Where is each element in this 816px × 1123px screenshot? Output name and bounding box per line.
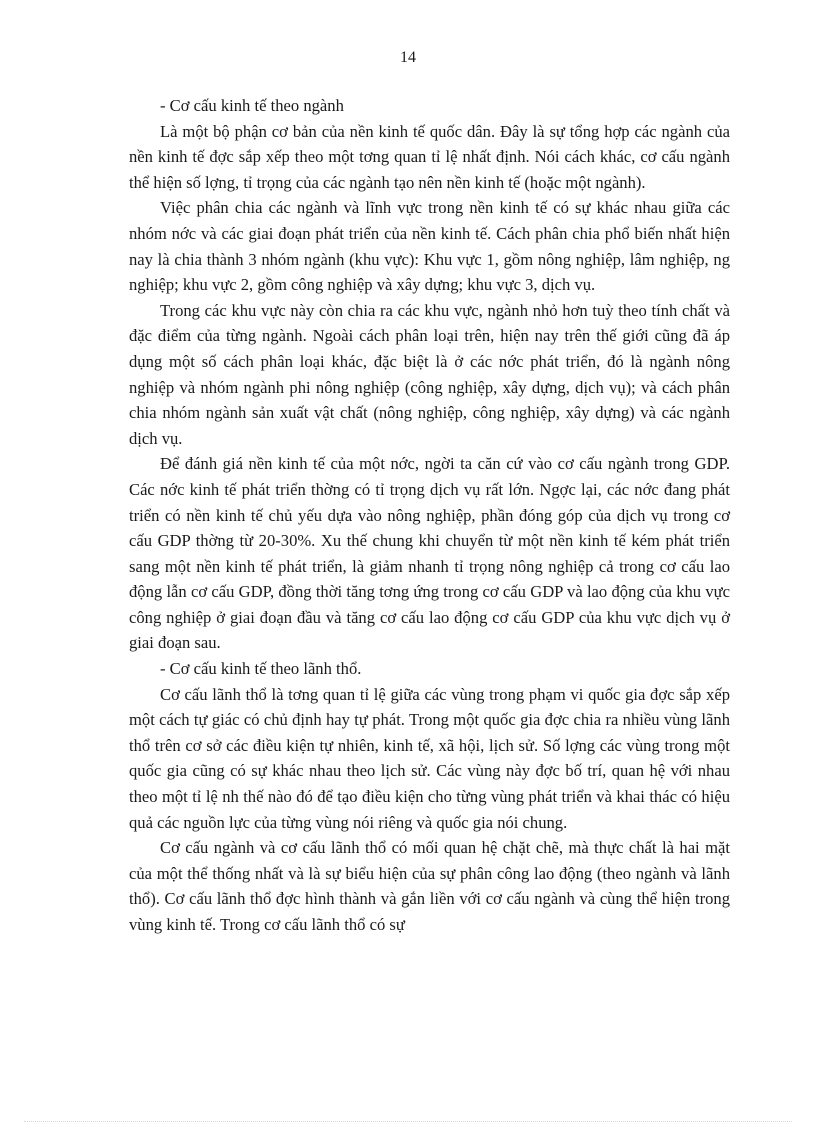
paragraph-territorial-definition: Cơ cấu lãnh thổ là tơng quan tỉ lệ giữa các vùng trong phạm vi quốc gia đợc sắp xếp một cách tự giác có chủ định hay tự phát. Trong một quốc gia đợc chia ra nhiều vùng lãnh thổ trên cơ sở các điều kiện tự nhiên, kinh tế, xã hội, lịch sử. Số lợng các vùng trong một quốc gia cũng có sự khác nhau theo lịch sử. Các vùng này đợc bố trí, quan hệ với nhau theo một tỉ lệ nh thế nào đó để tạo điều kiện cho từng vùng phát triển và khai thác có hiệu quả các nguồn lực của từng vùng nói riêng và quốc gia nói chung.: [129, 684, 730, 832]
page-number: 14: [400, 49, 416, 66]
paragraph-gdp-assessment: Để đánh giá nền kinh tế của một nớc, ngời ta căn cứ vào cơ cấu ngành trong GDP. Các nớc kinh tế phát triển thờng có tỉ trọng dịch vụ rất lớn. Ngợc lại, các nớc đang phát triển có nền kinh tế chủ yếu dựa vào nông nghiệp, phần đóng góp của dịch vụ trong cơ cấu GDP thờng từ 20-30%. Xu thế chung khi chuyển từ một nền kinh tế kém phát triển sang một nền kinh tế phát triển, là giảm nhanh tỉ trọng nông nghiệp cả trong cơ cấu lao động lẫn cơ cấu GDP, đồng thời tăng tơng ứng trong cơ cấu GDP và lao động của khu vực công nghiệp ở giai đoạn đầu và tăng cơ cấu lao động cơ cấu GDP của khu vực dịch vụ ở giai đoạn sau.: [129, 454, 730, 653]
section-heading-territorial-structure: - Cơ cấu kinh tế theo lãnh thổ.: [160, 659, 362, 679]
page-bottom-border: [24, 1121, 792, 1122]
paragraph-classification: Việc phân chia các ngành và lĩnh vực trong nền kinh tế có sự khác nhau giữa các nhóm nớc và các giai đoạn phát triển của nền kinh tế. Cách phân chia phổ biến nhất hiện nay là chia thành 3 nhóm ngành (khu vực): Khu vực 1, gồm nông nghiệp, lâm nghiệp, ng nghiệp; khu vực 2, gồm công nghiệp và xây dựng; khu vực 3, dịch vụ.: [129, 198, 730, 295]
paragraph-subdivision: Trong các khu vực này còn chia ra các khu vực, ngành nhỏ hơn tuỳ theo tính chất và đặc điểm của từng ngành. Ngoài cách phân loại trên, hiện nay trên thế giới cũng đã áp dụng một số cách phân loại khác, đặc biệt là ở các nớc phát triển, đó là ngành nông nghiệp và nhóm ngành phi nông nghiệp (công nghiệp, xây dựng, dịch vụ); và cách phân chia nhóm ngành sản xuất vật chất (nông nghiệp, công nghiệp, xây dựng) và các ngành dịch vụ.: [129, 300, 730, 448]
page-body: [129, 93, 730, 938]
paragraph-definition: Là một bộ phận cơ bản của nền kinh tế quốc dân. Đây là sự tổng hợp các ngành của nền kinh tế đợc sắp xếp theo một tơng quan tỉ lệ nhất định. Nói cách khác, cơ cấu ngành thể hiện số lợng, tỉ trọng của các ngành tạo nên nền kinh tế (hoặc một ngành).: [129, 121, 730, 192]
section-heading-sector-structure: - Cơ cấu kinh tế theo ngành: [160, 96, 344, 115]
paragraph-relationship: Cơ cấu ngành và cơ cấu lãnh thổ có mối quan hệ chặt chẽ, mà thực chất là hai mặt của một thể thống nhất và là sự biểu hiện của sự phân công lao động (theo ngành và lãnh thổ). Cơ cấu lãnh thổ đợc hình thành và gắn liền với cơ cấu ngành và cùng thể hiện trong vùng kinh tế. Trong cơ cấu lãnh thổ có sự: [129, 838, 730, 934]
